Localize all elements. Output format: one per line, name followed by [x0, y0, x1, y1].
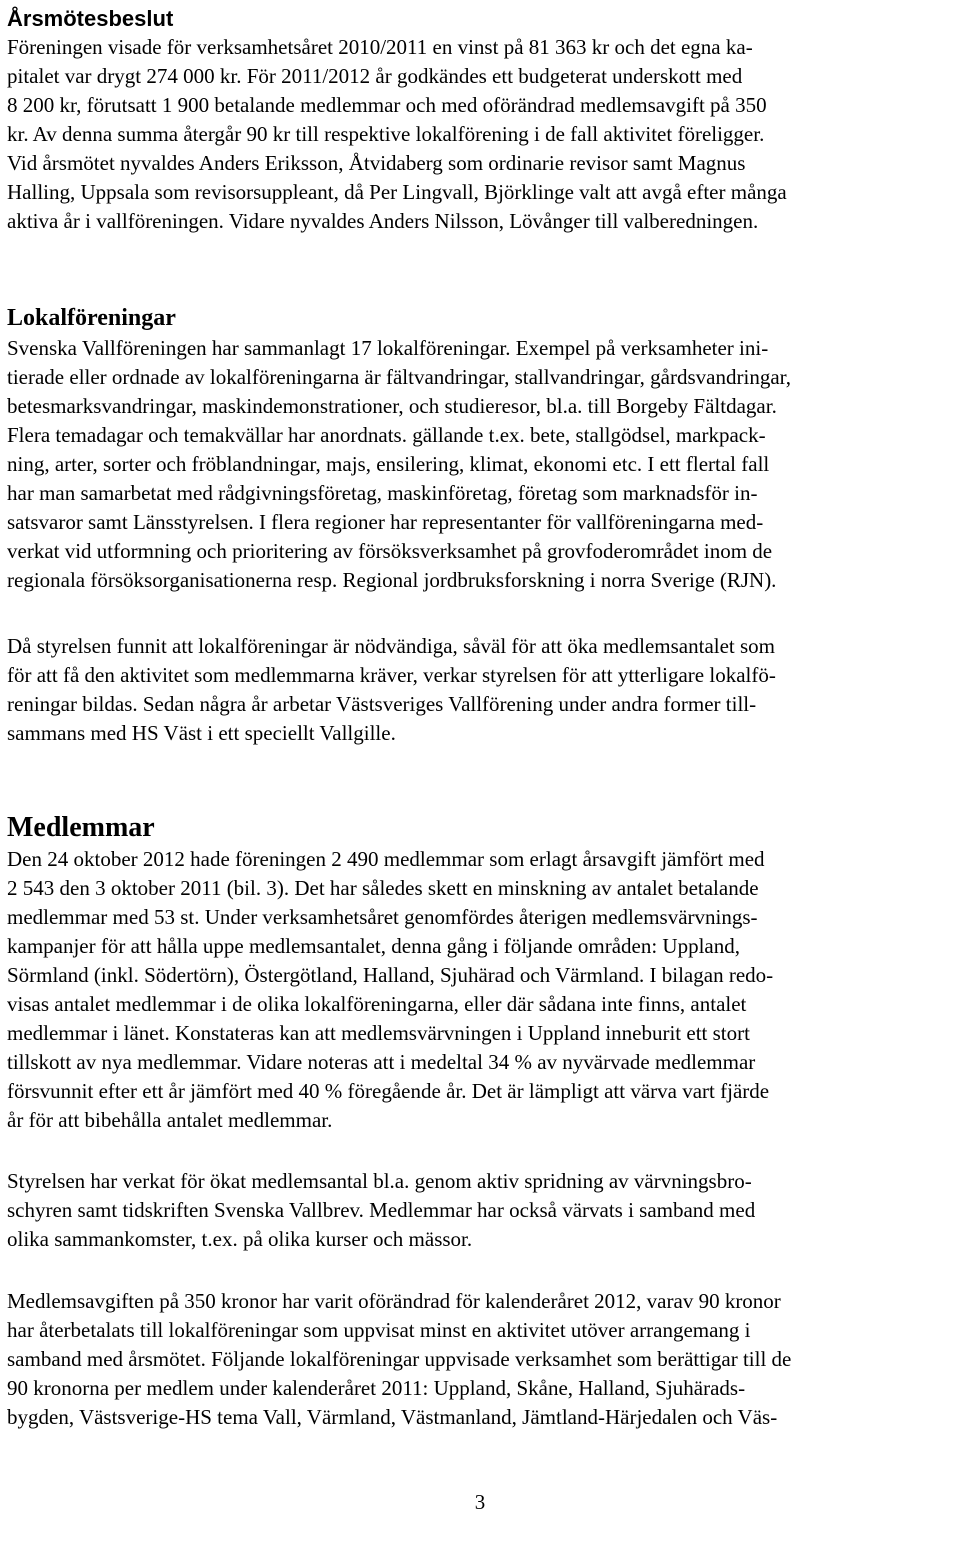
- text-line: kampanjer för att hålla uppe medlemsantalet, denna gång i följande områden: Uppland,: [7, 934, 740, 958]
- text-line: kr. Av denna summa återgår 90 kr till respektive lokalförening i de fall aktivitet föreligger.: [7, 122, 765, 146]
- text-line: 2 543 den 3 oktober 2011 (bil. 3). Det har således skett en minskning av antalet betalande: [7, 876, 759, 900]
- text-line: ning, arter, sorter och fröblandningar, majs, ensilering, klimat, ekonomi etc. I ett flertal fall: [7, 452, 770, 476]
- text-line: Halling, Uppsala som revisorsuppleant, då Per Lingvall, Björklinge valt att avgå efter många: [7, 180, 787, 204]
- text-line: Den 24 oktober 2012 hade föreningen 2 490 medlemmar som erlagt årsavgift jämfört med: [7, 847, 765, 871]
- text-line: Då styrelsen funnit att lokalföreningar är nödvändiga, såväl för att öka medlemsantalet som: [7, 634, 776, 658]
- text-line: Medlemsavgiften på 350 kronor har varit oförändrad för kalenderåret 2012, varav 90 kronor: [7, 1289, 781, 1313]
- text-line: har man samarbetat med rådgivningsföretag, maskinföretag, företag som marknadsför in-: [7, 481, 758, 505]
- text-line: aktiva år i vallföreningen. Vidare nyvaldes Anders Nilsson, Lövånger till valberedningen.: [7, 209, 759, 233]
- text-line: medlemmar med 53 st. Under verksamhetsåret genomfördes återigen medlemsvärvnings-: [7, 905, 758, 929]
- text-line: pitalet var drygt 274 000 kr. För 2011/2012 år godkändes ett budgeterat underskott med: [7, 64, 743, 88]
- text-line: olika sammankomster, t.ex. på olika kurser och mässor.: [7, 1227, 473, 1251]
- text-line: år för att bibehålla antalet medlemmar.: [7, 1108, 333, 1132]
- text-line: sammans med HS Väst i ett speciellt Vallgille.: [7, 721, 396, 745]
- text-line: verkat vid utformning och prioritering av försöksverksamhet på grovfoderområdet inom de: [7, 539, 773, 563]
- text-line: Sörmland (inkl. Södertörn), Östergötland, Halland, Sjuhärad och Värmland. I bilagan redo-: [7, 963, 774, 987]
- text-line: Flera temadagar och temakvällar har anordnats. gällande t.ex. bete, stallgödsel, markpack-: [7, 423, 766, 447]
- paragraph: [7, 845, 960, 1135]
- text-line: bygden, Västsverige-HS tema Vall, Värmland, Västmanland, Jämtland-Härjedalen och Väs-: [7, 1405, 778, 1429]
- text-line: regionala försöksorganisationerna resp. Regional jordbruksforskning i norra Sverige (RJN).: [7, 568, 777, 592]
- text-line: Föreningen visade för verksamhetsåret 2010/2011 en vinst på 81 363 kr och det egna ka-: [7, 35, 753, 59]
- text-line: för att få den aktivitet som medlemmarna kräver, verkar styrelsen för att ytterligare lokalfö-: [7, 663, 776, 687]
- text-line: tillskott av nya medlemmar. Vidare noteras att i medeltal 34 % av nyvärvade medlemmar: [7, 1050, 756, 1074]
- paragraph: [7, 1287, 960, 1432]
- paragraph: [7, 334, 960, 595]
- text-line: tierade eller ordnade av lokalföreningarna är fältvandringar, stallvandringar, gårdsvandringar,: [7, 365, 792, 389]
- text-line: medlemmar i länet. Konstateras kan att medlemsvärvningen i Uppland inneburit ett stort: [7, 1021, 750, 1045]
- paragraph: [7, 33, 960, 236]
- paragraph: [7, 632, 960, 748]
- text-line: schyren samt tidskriften Svenska Vallbrev. Medlemmar har också värvats i samband med: [7, 1198, 756, 1222]
- paragraph: [7, 1167, 960, 1254]
- text-line: Svenska Vallföreningen har sammanlagt 17 lokalföreningar. Exempel på verksamheter ini-: [7, 336, 769, 360]
- text-line: 90 kronorna per medlem under kalenderåret 2011: Uppland, Skåne, Halland, Sjuhärads-: [7, 1376, 746, 1400]
- text-line: visas antalet medlemmar i de olika lokalföreningarna, eller där sådana inte finns, antalet: [7, 992, 747, 1016]
- text-line: har återbetalats till lokalföreningar som uppvisat minst en aktivitet utöver arrangemang i: [7, 1318, 751, 1342]
- text-line: 8 200 kr, förutsatt 1 900 betalande medlemmar och med oförändrad medlemsavgift på 350: [7, 93, 767, 117]
- text-line: Styrelsen har verkat för ökat medlemsantal bl.a. genom aktiv spridning av värvningsbro-: [7, 1169, 752, 1193]
- text-line: Vid årsmötet nyvaldes Anders Eriksson, Åtvidaberg som ordinarie revisor samt Magnus: [7, 151, 746, 175]
- section-lokalforeningar: [7, 302, 960, 595]
- text-line: försvunnit efter ett år jämfört med 40 % föregående år. Det är lämpligt att värva vart fjärde: [7, 1079, 770, 1103]
- text-line: satsvaror samt Länsstyrelsen. I flera regioner har representanter för vallföreningarna med-: [7, 510, 764, 534]
- section-heading: Årsmötesbeslut: [7, 6, 174, 31]
- text-line: samband med årsmötet. Följande lokalföreningar uppvisade verksamhet som berättigar till de: [7, 1347, 792, 1371]
- section-arsmotesbeslut: [7, 4, 960, 236]
- section-heading: Medlemmar: [7, 812, 155, 843]
- page-number: 3: [474, 1490, 486, 1514]
- section-heading: Lokalföreningar: [7, 305, 176, 331]
- section-medlemmar: [7, 810, 960, 1135]
- text-line: betesmarksvandringar, maskindemonstrationer, och studieresor, bl.a. till Borgeby Fältdagar.: [7, 394, 777, 418]
- text-line: reningar bildas. Sedan några år arbetar Västsveriges Vallförening under andra former till-: [7, 692, 757, 716]
